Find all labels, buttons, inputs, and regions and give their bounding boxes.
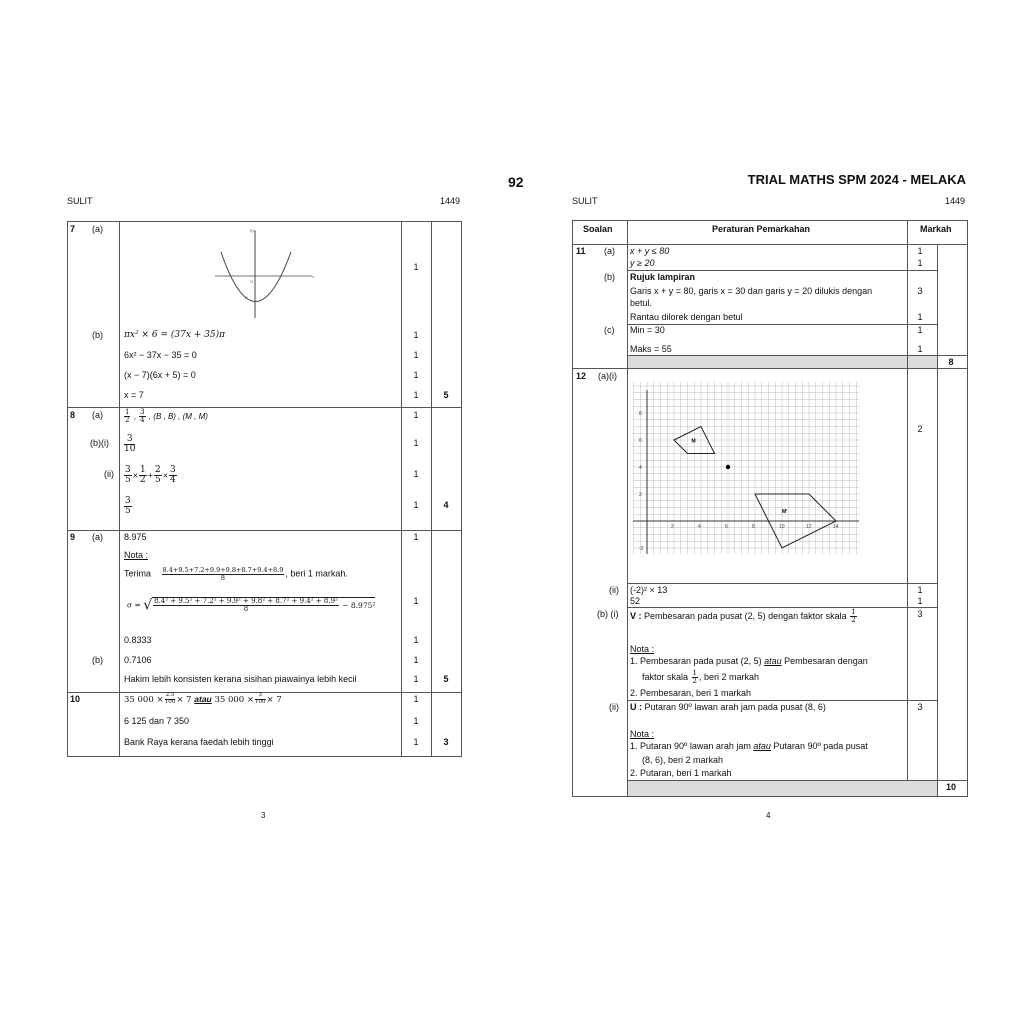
total-mark: 10	[946, 782, 957, 792]
mark: 1	[413, 438, 419, 448]
total-mark: 5	[443, 674, 449, 684]
mark: 1	[413, 716, 419, 726]
answer-line: faktor skala $\frac{1}{2}$ , beri 2 markah	[642, 669, 760, 686]
sulit-label: SULIT	[67, 196, 93, 206]
answer-line: 2. Pembesaran, beri 1 markah	[630, 688, 752, 698]
mark: 1	[413, 532, 419, 542]
label-m-prime: M'	[782, 508, 788, 515]
mark: 1	[413, 350, 419, 360]
answer-line: 52	[630, 596, 641, 606]
answer-line: (8, 6), beri 2 markah	[642, 755, 724, 765]
mark: 1	[413, 330, 419, 340]
question-number: 7	[70, 224, 76, 234]
answer-line: $\frac{3}{10}$	[124, 434, 136, 455]
answer-line: 1. Pembesaran pada pusat (2, 5) atau Pembesaran dengan	[630, 656, 868, 666]
mark: 1	[917, 585, 923, 595]
answer-line: 0.8333	[124, 635, 152, 645]
total-mark: 8	[948, 357, 954, 367]
mark: 1	[917, 246, 923, 256]
question-number: 11	[576, 246, 586, 256]
mark: 1	[917, 312, 923, 322]
svg-text:x: x	[312, 274, 314, 279]
transformation-graph	[633, 382, 859, 554]
total-mark: 4	[443, 500, 449, 510]
y-tick-label: 6	[639, 438, 642, 444]
answer-line: Hakim lebih konsisten kerana sisihan piawainya lebih kecil	[124, 674, 357, 684]
question-number: 10	[70, 694, 81, 704]
x-tick-label: 10	[779, 524, 785, 530]
svg-text:O: O	[250, 279, 254, 284]
mark: 3	[917, 609, 923, 619]
nota-label: Nota :	[630, 644, 655, 654]
answer-line: $\frac{3}{5}$ × $\frac{1}{2}$ + $\frac{2}{5}$ × $\frac{3}{4}$	[125, 465, 176, 486]
answer-line: $\frac{1}{2}$ , $\frac{3}{4}$ , (B , B) , (M , M)	[125, 408, 208, 425]
part-label: (ii)	[609, 585, 619, 595]
answer-line: Maks = 55	[630, 344, 672, 354]
mark: 1	[413, 655, 419, 665]
answer-line: U : Putaran 90º lawan arah jam pada pusat (8, 6)	[630, 702, 826, 712]
mark: 1	[413, 674, 419, 684]
x-tick-label: 4	[698, 524, 701, 530]
part-label: (b)(i)	[90, 438, 109, 448]
answer-line: Terima $\frac{8.4+9.5+7.2+9.9+9.8+8.7+9.4+8.9}{8}$ , beri 1 markah.	[124, 566, 348, 582]
answer-line: πx² × 6 = (37x + 35)π	[124, 330, 226, 340]
part-label: (a)	[92, 224, 103, 234]
answer-line: (x − 7)(6x + 5) = 0	[124, 370, 196, 380]
parabola-sketch	[210, 226, 320, 321]
paper-code: 1449	[440, 196, 461, 206]
answer-line: 2. Putaran, beri 1 markah	[630, 768, 732, 778]
total-mark: 3	[443, 737, 449, 747]
question-number: 9	[70, 532, 76, 542]
y-tick-label: -2	[639, 546, 644, 552]
mark: 1	[413, 410, 419, 420]
question-number: 12	[576, 371, 587, 381]
mark: 1	[413, 469, 419, 479]
mark: 1	[917, 344, 923, 354]
part-label: (c)	[604, 325, 615, 335]
answer-line: x + y ≤ 80	[630, 246, 670, 256]
answer-line: betul.	[630, 298, 653, 308]
x-tick-label: 12	[806, 524, 812, 530]
page-footer: 4	[766, 811, 771, 820]
x-tick-label: 2	[671, 524, 674, 530]
answer-line: 1. Putaran 90º lawan arah jam atau Putaran 90º pada pusat	[630, 741, 868, 751]
part-label: (b)	[92, 330, 103, 340]
nota-label: Nota :	[124, 550, 149, 560]
y-tick-label: 2	[639, 492, 642, 498]
x-tick-label: 6	[725, 524, 728, 530]
mark: 1	[413, 500, 419, 510]
part-label: (a)	[92, 410, 103, 420]
header-markah: Markah	[920, 224, 952, 234]
answer-line: (-2)² × 13	[630, 585, 668, 595]
answer-line: Rujuk lampiran	[630, 272, 696, 282]
answer-line: V : Pembesaran pada pusat (2, 5) dengan faktor skala $\frac{1}{2}$	[630, 608, 856, 625]
page-number-top: 92	[508, 174, 524, 190]
mark: 1	[413, 390, 419, 400]
header-soalan: Soalan	[583, 224, 613, 234]
part-label: (b)	[604, 272, 615, 282]
answer-line: 6x² − 37x − 35 = 0	[124, 350, 197, 360]
document-title: TRIAL MATHS SPM 2024 - MELAKA	[747, 172, 966, 187]
mark: 3	[917, 702, 923, 712]
part-label: (ii)	[609, 702, 619, 712]
part-label: (a)(i)	[598, 371, 617, 381]
answer-line: 35 000 × $\frac{2.5}{100}$ × 7 atau 35 000 × $\frac{3}{100}$ × 7	[124, 692, 282, 705]
mark: 1	[413, 694, 419, 704]
answer-line: Min = 30	[630, 325, 665, 335]
answer-line: Garis x + y = 80, garis x = 30 dan garis y = 20 dilukis dengan	[630, 286, 873, 296]
total-mark: 5	[443, 390, 449, 400]
header-peraturan: Peraturan Pemarkahan	[712, 224, 811, 234]
question-number: 8	[70, 410, 76, 420]
x-tick-label: 14	[833, 524, 839, 530]
x-tick-label: 8	[752, 524, 755, 530]
paper-code: 1449	[945, 196, 966, 206]
part-label: (a)	[604, 246, 615, 256]
mark: 1	[917, 596, 923, 606]
sigma-formula: σ = √ $\frac{\text{8.4² + 9.5² + 7.2² + 9.9² + 9.8² + 8.7² + 9.4² + 8.9²}}{8}$ − 8.975²	[127, 597, 376, 614]
mark: 1	[413, 737, 419, 747]
mark: 2	[917, 424, 923, 434]
svg-text:-5: -5	[244, 295, 248, 300]
answer-line: y ≥ 20	[630, 258, 655, 268]
answer-line: Bank Raya kerana faedah lebih tinggi	[124, 737, 274, 747]
answer-line: Rantau dilorek dengan betul	[630, 312, 743, 322]
mark: 1	[413, 596, 419, 606]
part-label: (b)	[92, 655, 103, 665]
answer-line: 6 125 dan 7 350	[124, 716, 190, 726]
answer-line: 8.975	[124, 532, 147, 542]
y-tick-label: 4	[639, 465, 642, 471]
answer-line: 0.7106	[124, 655, 152, 665]
answer-line: x = 7	[124, 390, 144, 400]
sulit-label: SULIT	[572, 196, 598, 206]
mark: 3	[917, 286, 923, 296]
answer-line: $\frac{3}{5}$	[125, 496, 131, 517]
nota-label: Nota :	[630, 729, 655, 739]
label-m: M	[691, 438, 696, 445]
mark: 1	[413, 370, 419, 380]
mark: 1	[917, 325, 923, 335]
center-point	[726, 465, 730, 469]
mark: 1	[413, 635, 419, 645]
y-tick-label: 8	[639, 411, 642, 417]
mark: 1	[917, 258, 923, 268]
part-label: (b) (i)	[597, 609, 619, 619]
part-label: (a)	[92, 532, 103, 542]
mark: 1	[413, 262, 419, 272]
svg-text:f(x): f(x)	[250, 228, 256, 233]
page-footer: 3	[261, 811, 266, 820]
part-label: (ii)	[104, 469, 114, 479]
